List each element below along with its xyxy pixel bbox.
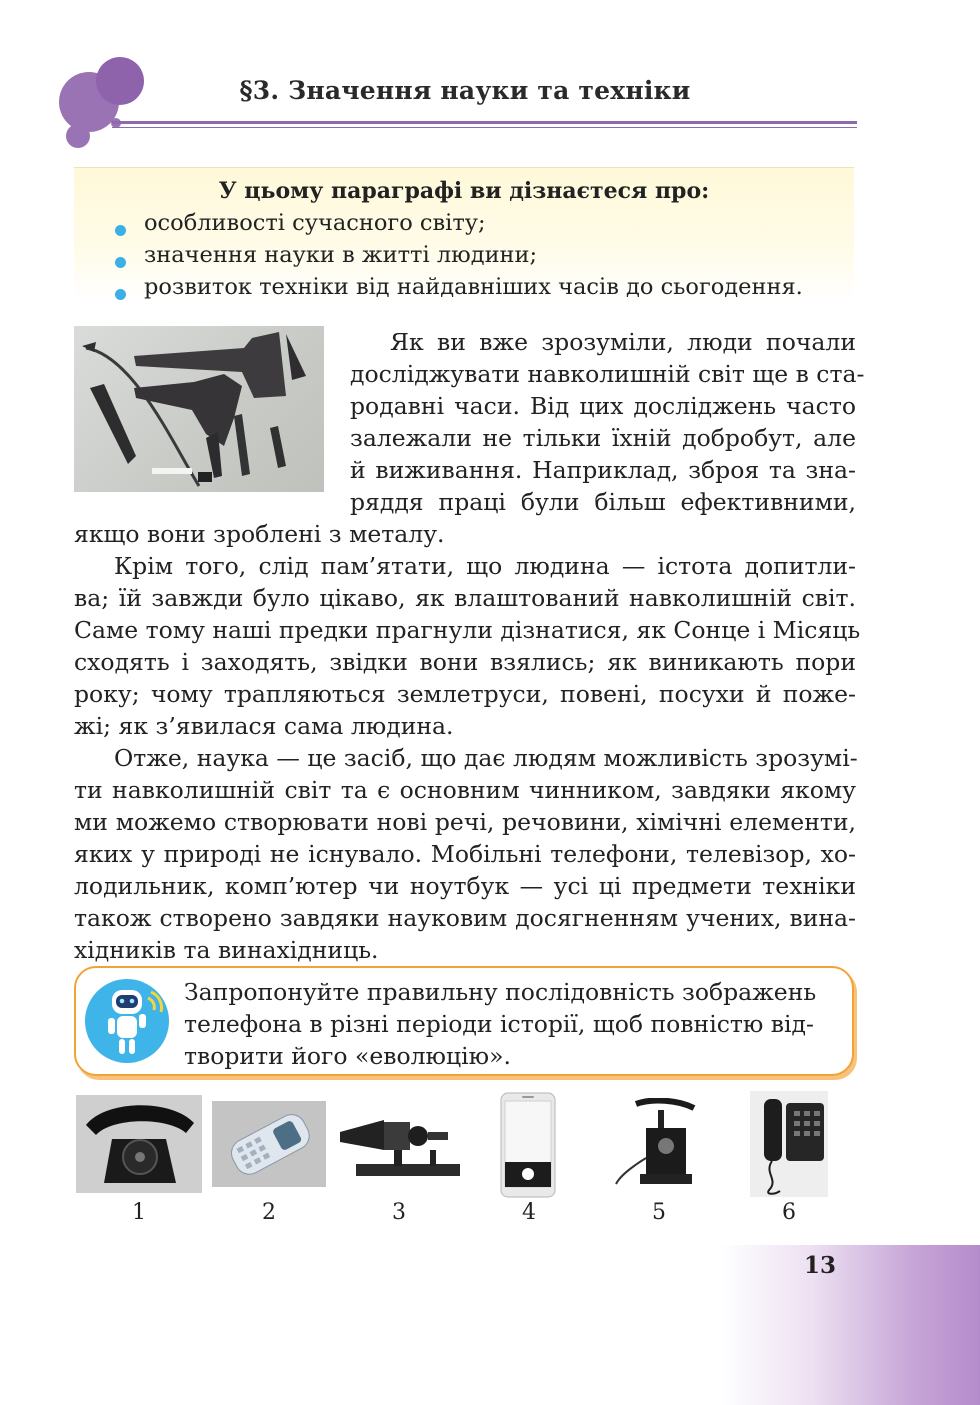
paragraph-line: ти навколишній світ та є основним чинником, завдяки якому bbox=[74, 776, 856, 804]
paragraph-line: ми можемо створювати нові речі, речовини, хімічні елементи, bbox=[74, 808, 856, 836]
paragraph-line: ряддя праці були більш ефективними, bbox=[350, 488, 856, 516]
phone-number-label: 6 bbox=[782, 1200, 796, 1225]
paragraph-line: Отже, наука — це засіб, що дає людям можливість зрозумі- bbox=[114, 744, 858, 772]
phone-image-4 bbox=[500, 1092, 556, 1198]
bullet-icon bbox=[115, 257, 126, 268]
ancient-tools-icon bbox=[74, 326, 324, 492]
task-text: творити його «еволюцію». bbox=[184, 1042, 511, 1070]
task-text: Запропонуйте правильну послідовність зображень bbox=[184, 978, 817, 1006]
learning-goal-item: значення науки в житті людини; bbox=[144, 242, 538, 268]
paragraph-line: залежали не тільки їхній добробут, але bbox=[350, 424, 856, 452]
ancient-tools-photo bbox=[74, 326, 324, 492]
paragraph-line: яких у природі не існувало. Мобільні телефони, телевізор, хо- bbox=[74, 840, 856, 868]
bullet-icon bbox=[115, 289, 126, 300]
learning-goals-heading: У цьому параграфі ви дізнаєтеся про: bbox=[218, 178, 710, 204]
decor-bubble-small bbox=[66, 124, 90, 148]
early-telephone-icon bbox=[336, 1106, 462, 1182]
phone-image-6 bbox=[750, 1091, 828, 1197]
bullet-icon bbox=[115, 225, 126, 236]
paragraph-line: хідників та винахідниць. bbox=[74, 936, 379, 964]
learning-goals-box bbox=[74, 167, 854, 303]
paragraph-line: сходять і заходять, звідки вони взялись; як виникають пори bbox=[74, 648, 856, 676]
learning-goal-item: особливості сучасного світу; bbox=[144, 210, 486, 236]
page-corner-gradient bbox=[720, 1245, 980, 1405]
task-text: телефона в різні періоди історії, щоб повністю від- bbox=[184, 1010, 814, 1038]
phone-number-label: 3 bbox=[392, 1200, 406, 1225]
paragraph-line: Саме тому наші предки прагнули дізнатися, як Сонце і Місяць bbox=[74, 616, 861, 644]
rotary-phone-icon bbox=[76, 1095, 202, 1193]
robot-icon bbox=[84, 976, 170, 1066]
learning-goal-item: розвиток техніки від найдавніших часів до сьогодення. bbox=[144, 274, 803, 300]
phone-image-2 bbox=[212, 1101, 326, 1187]
wall-phone-icon bbox=[750, 1091, 828, 1197]
paragraph-line: родавні часи. Від цих досліджень часто bbox=[350, 392, 856, 420]
paragraph-line: року; чому трапляються землетруси, повені, посухи й поже- bbox=[74, 680, 856, 708]
paragraph-line: досліджувати навколишній світ ще в ста- bbox=[350, 360, 865, 388]
phone-image-1 bbox=[76, 1095, 202, 1193]
phone-number-label: 5 bbox=[652, 1200, 666, 1225]
phone-number-label: 1 bbox=[132, 1200, 146, 1225]
phone-image-3 bbox=[336, 1106, 462, 1182]
paragraph-line: ва; їй завжди було цікаво, як влаштований навколишній світ. bbox=[74, 584, 856, 612]
mobile-phone-icon bbox=[212, 1101, 326, 1187]
paragraph-line: Крім того, слід пам’ятати, що людина — істота допитли- bbox=[114, 552, 856, 580]
paragraph-line: також створено завдяки науковим досягненням учених, вина- bbox=[74, 904, 856, 932]
paragraph-line: жі; як з’явилася сама людина. bbox=[74, 712, 454, 740]
phone-number-label: 4 bbox=[522, 1200, 536, 1225]
task-box bbox=[74, 966, 854, 1076]
title-underline bbox=[112, 121, 857, 124]
paragraph-line: й виживання. Наприклад, зброя та зна- bbox=[350, 456, 856, 484]
title-underline-thin bbox=[112, 127, 857, 128]
paragraph-line: лодильник, комп’ютер чи ноутбук — усі ці предмети техніки bbox=[74, 872, 856, 900]
page-number: 13 bbox=[803, 1252, 836, 1279]
page-title: §3. Значення науки та техніки bbox=[239, 76, 691, 105]
antique-desk-phone-icon bbox=[612, 1098, 708, 1192]
smartphone-icon bbox=[500, 1092, 556, 1198]
paragraph-line: якщо вони зроблені з металу. bbox=[74, 520, 445, 548]
phone-number-label: 2 bbox=[262, 1200, 276, 1225]
phone-image-5 bbox=[612, 1098, 708, 1192]
paragraph-line: Як ви вже зрозуміли, люди почали bbox=[390, 328, 856, 356]
